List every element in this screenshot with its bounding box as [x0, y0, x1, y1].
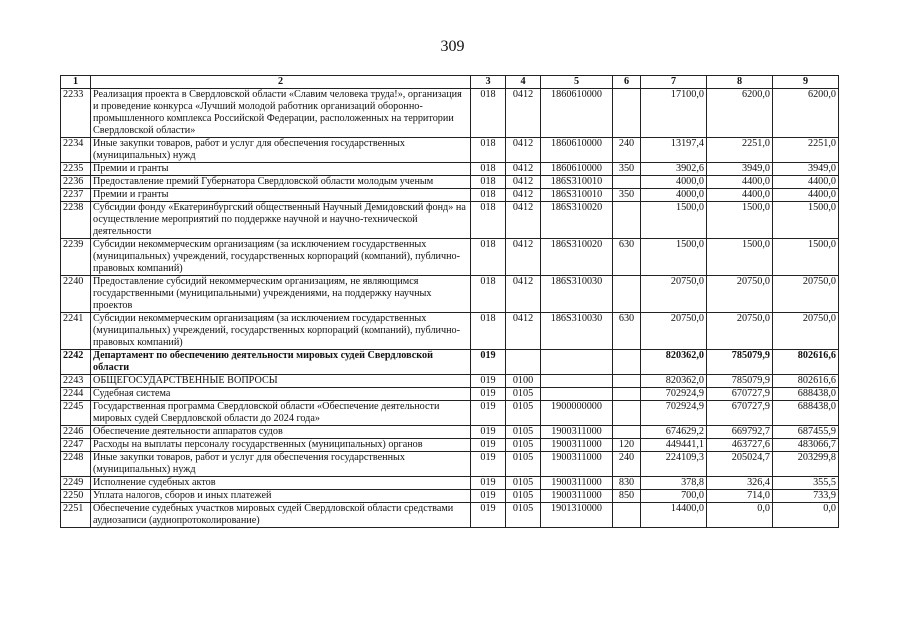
row-name: Государственная программа Свердловской области «Обеспечение деятельности мировых судей Свердловской области до 2024 года» [91, 401, 471, 426]
row-name: Реализация проекта в Свердловской области «Славим человека труда!», организация и проведение конкурса «Лучший молодой работник организаций оборонно-промышленного комплекса Российской Федерации, расположенных на территории Свердловской области» [91, 89, 471, 138]
row-amount-2023: 203299,8 [773, 452, 839, 477]
row-expense-type [613, 350, 641, 375]
row-ministry-code: 019 [471, 426, 506, 439]
table-row [61, 138, 839, 163]
row-number: 2244 [61, 388, 91, 401]
row-amount-2022: 1500,0 [707, 239, 773, 276]
row-amount-2022: 205024,7 [707, 452, 773, 477]
row-number: 2245 [61, 401, 91, 426]
row-ministry-code: 018 [471, 239, 506, 276]
header-cell-1: 1 [61, 76, 91, 89]
row-amount-2023: 0,0 [773, 503, 839, 528]
row-name: Иные закупки товаров, работ и услуг для обеспечения государственных (муниципальных) нужд [91, 138, 471, 163]
row-name: Расходы на выплаты персоналу государственных (муниципальных) органов [91, 439, 471, 452]
row-amount-2021: 700,0 [641, 490, 707, 503]
row-amount-2021: 3902,6 [641, 163, 707, 176]
row-amount-2022: 6200,0 [707, 89, 773, 138]
table-row [61, 313, 839, 350]
row-ministry-code: 019 [471, 503, 506, 528]
row-amount-2021: 449441,1 [641, 439, 707, 452]
row-name: Субсидии фонду «Екатеринбургский общественный Научный Демидовский фонд» на осуществление мероприятий по поддержке научной и научно-технической деятельности [91, 202, 471, 239]
table-row [61, 350, 839, 375]
row-amount-2021: 702924,9 [641, 388, 707, 401]
table-row [61, 375, 839, 388]
row-amount-2022: 669792,7 [707, 426, 773, 439]
header-cell-3: 3 [471, 76, 506, 89]
header-cell-7: 7 [641, 76, 707, 89]
row-amount-2021: 17100,0 [641, 89, 707, 138]
row-section-code: 0412 [506, 202, 541, 239]
row-target-article: 186S310020 [541, 202, 613, 239]
row-amount-2023: 1500,0 [773, 202, 839, 239]
row-amount-2023: 6200,0 [773, 89, 839, 138]
row-section-code: 0105 [506, 490, 541, 503]
row-target-article: 186S310030 [541, 276, 613, 313]
table-row [61, 163, 839, 176]
row-number: 2239 [61, 239, 91, 276]
header-row [61, 76, 839, 89]
row-amount-2023: 687455,9 [773, 426, 839, 439]
table-row [61, 439, 839, 452]
table-row [61, 202, 839, 239]
row-amount-2023: 688438,0 [773, 388, 839, 401]
table-row [61, 490, 839, 503]
row-ministry-code: 018 [471, 138, 506, 163]
row-amount-2022: 326,4 [707, 477, 773, 490]
row-amount-2022: 714,0 [707, 490, 773, 503]
row-expense-type [613, 401, 641, 426]
header-cell-2: 2 [91, 76, 471, 89]
row-expense-type [613, 202, 641, 239]
row-number: 2249 [61, 477, 91, 490]
row-amount-2022: 20750,0 [707, 313, 773, 350]
row-amount-2022: 785079,9 [707, 350, 773, 375]
row-expense-type [613, 276, 641, 313]
row-amount-2022: 4400,0 [707, 189, 773, 202]
row-section-code: 0412 [506, 163, 541, 176]
page-number: 309 [440, 38, 465, 55]
row-name: Департамент по обеспечению деятельности мировых судей Свердловской области [91, 350, 471, 375]
row-amount-2022: 785079,9 [707, 375, 773, 388]
row-section-code: 0105 [506, 452, 541, 477]
row-amount-2021: 702924,9 [641, 401, 707, 426]
row-amount-2022: 670727,9 [707, 401, 773, 426]
row-section-code: 0412 [506, 189, 541, 202]
row-target-article [541, 375, 613, 388]
row-section-code: 0412 [506, 138, 541, 163]
row-number: 2243 [61, 375, 91, 388]
row-amount-2023: 20750,0 [773, 276, 839, 313]
header-cell-6: 6 [613, 76, 641, 89]
row-section-code: 0412 [506, 313, 541, 350]
table-row [61, 276, 839, 313]
header-cell-4: 4 [506, 76, 541, 89]
row-number: 2246 [61, 426, 91, 439]
row-expense-type [613, 388, 641, 401]
row-amount-2021: 20750,0 [641, 313, 707, 350]
row-number: 2237 [61, 189, 91, 202]
row-amount-2022: 2251,0 [707, 138, 773, 163]
row-ministry-code: 019 [471, 439, 506, 452]
row-amount-2023: 802616,6 [773, 375, 839, 388]
budget-table [60, 75, 839, 528]
row-name: Премии и гранты [91, 163, 471, 176]
table-row [61, 239, 839, 276]
row-number: 2241 [61, 313, 91, 350]
row-section-code: 0100 [506, 375, 541, 388]
row-amount-2023: 483066,7 [773, 439, 839, 452]
row-amount-2021: 224109,3 [641, 452, 707, 477]
row-expense-type: 240 [613, 452, 641, 477]
row-amount-2023: 355,5 [773, 477, 839, 490]
row-number: 2238 [61, 202, 91, 239]
row-ministry-code: 019 [471, 401, 506, 426]
row-amount-2021: 4000,0 [641, 189, 707, 202]
row-section-code: 0105 [506, 426, 541, 439]
row-amount-2022: 1500,0 [707, 202, 773, 239]
row-ministry-code: 018 [471, 189, 506, 202]
row-ministry-code: 018 [471, 89, 506, 138]
row-section-code: 0412 [506, 176, 541, 189]
row-expense-type [613, 176, 641, 189]
row-amount-2023: 2251,0 [773, 138, 839, 163]
row-name: Судебная система [91, 388, 471, 401]
table-row [61, 89, 839, 138]
row-expense-type [613, 503, 641, 528]
row-expense-type: 830 [613, 477, 641, 490]
row-amount-2023: 4400,0 [773, 189, 839, 202]
row-name: Уплата налогов, сборов и иных платежей [91, 490, 471, 503]
row-amount-2021: 20750,0 [641, 276, 707, 313]
row-number: 2248 [61, 452, 91, 477]
row-target-article: 1900311000 [541, 426, 613, 439]
row-amount-2021: 4000,0 [641, 176, 707, 189]
row-target-article: 1901310000 [541, 503, 613, 528]
row-number: 2236 [61, 176, 91, 189]
table-row [61, 426, 839, 439]
row-expense-type: 630 [613, 313, 641, 350]
table-row [61, 388, 839, 401]
row-ministry-code: 019 [471, 452, 506, 477]
row-target-article: 186S310010 [541, 189, 613, 202]
row-amount-2023: 802616,6 [773, 350, 839, 375]
row-name: Субсидии некоммерческим организациям (за исключением государственных (муниципальных) учреждений, государственных корпораций (компаний), публично-правовых компаний) [91, 239, 471, 276]
row-name: Предоставление премий Губернатора Свердловской области молодым ученым [91, 176, 471, 189]
row-target-article: 1900311000 [541, 490, 613, 503]
row-section-code: 0105 [506, 401, 541, 426]
row-target-article: 1900000000 [541, 401, 613, 426]
row-amount-2021: 13197,4 [641, 138, 707, 163]
row-expense-type: 350 [613, 163, 641, 176]
header-cell-5: 5 [541, 76, 613, 89]
row-amount-2021: 14400,0 [641, 503, 707, 528]
row-name: Субсидии некоммерческим организациям (за исключением государственных (муниципальных) учреждений, государственных корпораций (компаний), публично-правовых компаний) [91, 313, 471, 350]
row-target-article [541, 350, 613, 375]
table-row [61, 176, 839, 189]
header-cell-8: 8 [707, 76, 773, 89]
row-target-article: 1860610000 [541, 138, 613, 163]
row-name: Обеспечение судебных участков мировых судей Свердловской области средствами аудиозаписи (аудиопротоколирование) [91, 503, 471, 528]
row-amount-2022: 20750,0 [707, 276, 773, 313]
row-target-article: 1860610000 [541, 163, 613, 176]
row-target-article: 1900311000 [541, 477, 613, 490]
row-amount-2023: 733,9 [773, 490, 839, 503]
row-amount-2022: 0,0 [707, 503, 773, 528]
row-amount-2022: 463727,6 [707, 439, 773, 452]
row-amount-2022: 4400,0 [707, 176, 773, 189]
row-name: Обеспечение деятельности аппаратов судов [91, 426, 471, 439]
row-section-code: 0105 [506, 439, 541, 452]
row-amount-2021: 378,8 [641, 477, 707, 490]
row-section-code: 0105 [506, 388, 541, 401]
row-target-article: 1900311000 [541, 439, 613, 452]
row-ministry-code: 018 [471, 276, 506, 313]
row-section-code: 0412 [506, 89, 541, 138]
row-ministry-code: 019 [471, 490, 506, 503]
table-row [61, 452, 839, 477]
row-number: 2247 [61, 439, 91, 452]
row-number: 2240 [61, 276, 91, 313]
row-amount-2022: 670727,9 [707, 388, 773, 401]
row-amount-2023: 4400,0 [773, 176, 839, 189]
row-target-article: 1900311000 [541, 452, 613, 477]
row-name: ОБЩЕГОСУДАРСТВЕННЫЕ ВОПРОСЫ [91, 375, 471, 388]
row-target-article: 186S310020 [541, 239, 613, 276]
table-row [61, 401, 839, 426]
row-ministry-code: 019 [471, 350, 506, 375]
row-expense-type: 350 [613, 189, 641, 202]
row-amount-2021: 820362,0 [641, 350, 707, 375]
row-target-article [541, 388, 613, 401]
row-expense-type: 120 [613, 439, 641, 452]
row-expense-type: 630 [613, 239, 641, 276]
row-expense-type: 240 [613, 138, 641, 163]
row-number: 2234 [61, 138, 91, 163]
row-amount-2023: 20750,0 [773, 313, 839, 350]
row-name: Премии и гранты [91, 189, 471, 202]
row-amount-2021: 820362,0 [641, 375, 707, 388]
row-ministry-code: 019 [471, 375, 506, 388]
row-expense-type [613, 426, 641, 439]
row-ministry-code: 018 [471, 202, 506, 239]
row-expense-type [613, 89, 641, 138]
row-section-code: 0105 [506, 477, 541, 490]
row-ministry-code: 018 [471, 163, 506, 176]
row-number: 2233 [61, 89, 91, 138]
row-target-article: 186S310010 [541, 176, 613, 189]
row-ministry-code: 018 [471, 176, 506, 189]
row-section-code: 0412 [506, 276, 541, 313]
row-expense-type [613, 375, 641, 388]
row-expense-type: 850 [613, 490, 641, 503]
row-ministry-code: 019 [471, 477, 506, 490]
row-amount-2021: 674629,2 [641, 426, 707, 439]
table-row [61, 477, 839, 490]
row-amount-2023: 688438,0 [773, 401, 839, 426]
table-row [61, 503, 839, 528]
row-number: 2235 [61, 163, 91, 176]
table-row [61, 189, 839, 202]
row-ministry-code: 019 [471, 388, 506, 401]
row-ministry-code: 018 [471, 313, 506, 350]
row-target-article: 186S310030 [541, 313, 613, 350]
row-number: 2242 [61, 350, 91, 375]
row-number: 2250 [61, 490, 91, 503]
row-amount-2021: 1500,0 [641, 202, 707, 239]
row-section-code: 0412 [506, 239, 541, 276]
row-amount-2022: 3949,0 [707, 163, 773, 176]
row-section-code: 0105 [506, 503, 541, 528]
row-amount-2023: 1500,0 [773, 239, 839, 276]
row-amount-2023: 3949,0 [773, 163, 839, 176]
row-amount-2021: 1500,0 [641, 239, 707, 276]
row-target-article: 1860610000 [541, 89, 613, 138]
row-name: Предоставление субсидий некоммерческим организациям, не являющимся государственными (муниципальными) учреждениями, на поддержку научных проектов [91, 276, 471, 313]
header-cell-9: 9 [773, 76, 839, 89]
row-name: Исполнение судебных актов [91, 477, 471, 490]
row-number: 2251 [61, 503, 91, 528]
row-section-code [506, 350, 541, 375]
row-name: Иные закупки товаров, работ и услуг для обеспечения государственных (муниципальных) нужд [91, 452, 471, 477]
